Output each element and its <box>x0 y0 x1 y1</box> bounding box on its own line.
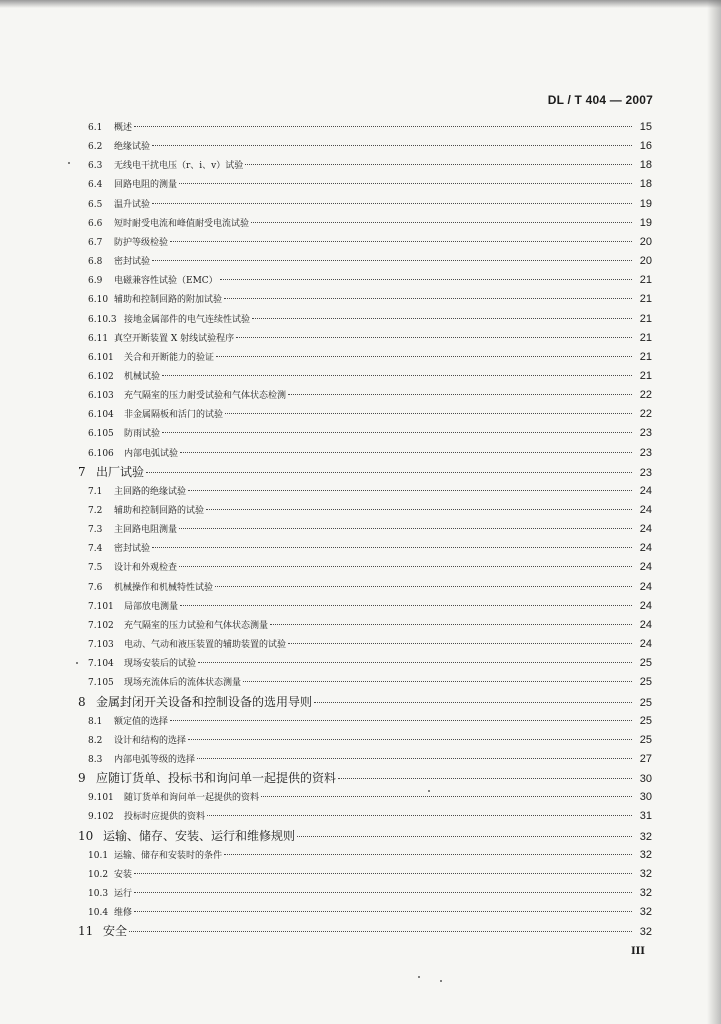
toc-dot-leader <box>224 298 632 299</box>
toc-entry-number: 11 <box>78 924 94 939</box>
page-number-footer: III <box>630 946 645 957</box>
toc-dot-leader <box>225 413 632 414</box>
toc-entry-title: 真空开断装置 X 射线试验程序 <box>114 333 235 344</box>
toc-entry-title: 辅助和控制回路的附加试验 <box>114 295 223 306</box>
toc-entry-title: 运输、储存和安装时的条件 <box>114 850 223 861</box>
toc-entry-number: 6.6 <box>88 218 103 229</box>
toc-entry-page: 24 <box>639 599 652 612</box>
toc-dot-leader <box>270 624 632 625</box>
toc-section-row <box>88 137 652 155</box>
toc-entry-number: 7.101 <box>88 601 114 612</box>
toc-dot-leader <box>134 892 632 893</box>
toc-section-row <box>88 348 652 366</box>
toc-entry-page: 24 <box>639 523 652 536</box>
toc-entry-number: 7.3 <box>88 525 103 536</box>
toc-entry-title: 设计和结构的选择 <box>114 735 187 746</box>
toc-entry-title: 应随订货单、投标书和询问单一起提供的资料 <box>96 771 337 786</box>
toc-section-row <box>88 214 652 232</box>
toc-dot-leader <box>338 778 632 779</box>
toc-section-row <box>88 635 652 653</box>
scan-speck <box>428 790 430 792</box>
toc-entry-title: 随订货单和询问单一起提供的资料 <box>124 793 260 804</box>
toc-dot-leader <box>152 203 632 204</box>
toc-entry-page: 20 <box>639 255 652 268</box>
toc-entry-number: 6.105 <box>88 429 114 440</box>
toc-entry-page: 25 <box>639 676 652 689</box>
toc-dot-leader <box>162 375 632 376</box>
toc-entry-title: 非金属隔板和活门的试验 <box>124 410 224 421</box>
toc-entry-number: 10 <box>78 828 94 843</box>
toc-entry-title: 额定值的选择 <box>114 716 169 727</box>
toc-section-row <box>88 578 652 596</box>
toc-dot-leader <box>134 126 632 127</box>
toc-section-row <box>88 654 652 672</box>
toc-dot-leader <box>206 509 632 510</box>
toc-entry-page: 23 <box>639 427 652 440</box>
toc-entry-page: 21 <box>639 331 652 344</box>
toc-section-row <box>88 501 652 519</box>
toc-dot-leader <box>179 183 632 184</box>
toc-entry-page: 24 <box>639 484 652 497</box>
toc-section-row <box>88 750 652 768</box>
toc-dot-leader <box>180 605 632 606</box>
toc-dot-leader <box>170 720 632 721</box>
toc-entry-title: 局部放电测量 <box>124 601 179 612</box>
toc-entry-title: 概述 <box>114 123 133 133</box>
toc-dot-leader <box>243 681 632 682</box>
toc-dot-leader <box>197 758 632 759</box>
toc-section-row <box>88 405 652 423</box>
toc-entry-title: 电磁兼容性试验（EMC） <box>114 276 218 287</box>
toc-entry-page: 32 <box>639 867 652 880</box>
toc-entry-title: 密封试验 <box>114 544 151 555</box>
toc-section-row <box>88 329 652 347</box>
toc-section-row <box>88 156 652 174</box>
toc-entry-number: 6.1 <box>88 123 103 133</box>
toc-entry-page: 15 <box>639 121 652 133</box>
toc-entry-number: 7.1 <box>88 486 103 497</box>
toc-entry-page: 18 <box>639 178 652 191</box>
toc-entry-number: 6.9 <box>88 276 103 287</box>
toc-entry-page: 24 <box>639 618 652 631</box>
toc-dot-leader <box>216 356 632 357</box>
toc-section-row <box>88 788 652 806</box>
toc-entry-title: 出厂试验 <box>96 464 145 479</box>
toc-section-row <box>88 616 652 634</box>
toc-entry-page: 30 <box>639 791 652 804</box>
toc-entry-number: 6.103 <box>88 391 114 402</box>
toc-entry-page: 18 <box>639 159 652 172</box>
toc-dot-leader <box>215 586 632 587</box>
toc-dot-leader <box>245 164 632 165</box>
toc-dot-leader <box>297 836 632 837</box>
toc-entry-title: 回路电阻的测量 <box>114 180 178 191</box>
toc-entry-page: 23 <box>639 446 652 459</box>
toc-entry-page: 25 <box>639 696 652 709</box>
toc-entry-title: 电动、气动和液压装置的辅助装置的试验 <box>124 640 287 651</box>
toc-chapter-row <box>78 769 652 787</box>
toc-section-row <box>88 673 652 691</box>
toc-section-row <box>88 558 652 576</box>
toc-entry-title: 主回路电阻测量 <box>114 525 178 536</box>
toc-entry-title: 充气隔室的压力试验和气体状态测量 <box>124 620 269 631</box>
toc-entry-number: 7.103 <box>88 640 114 651</box>
toc-chapter-row <box>78 463 652 481</box>
toc-entry-number: 7.5 <box>88 563 103 574</box>
toc-section-row <box>88 444 652 462</box>
toc-entry-title: 防雨试验 <box>124 429 161 440</box>
toc-entry-title: 维修 <box>114 908 133 919</box>
toc-section-row <box>88 310 652 328</box>
toc-entry-page: 21 <box>639 293 652 306</box>
toc-entry-number: 9 <box>78 771 86 786</box>
toc-entry-title: 内部电弧试验 <box>124 448 179 459</box>
toc-chapter-row <box>78 922 652 940</box>
toc-entry-number: 6.8 <box>88 257 103 268</box>
toc-entry-title: 绝缘试验 <box>114 142 151 153</box>
toc-dot-leader <box>152 260 632 261</box>
toc-dot-leader <box>152 547 632 548</box>
toc-entry-page: 24 <box>639 542 652 555</box>
toc-dot-leader <box>188 739 632 740</box>
scan-shadow-top <box>0 0 721 8</box>
toc-dot-leader <box>152 145 632 146</box>
toc-entry-number: 6.104 <box>88 410 114 421</box>
toc-section-row <box>88 807 652 825</box>
toc-section-row <box>88 731 652 749</box>
toc-entry-number: 8 <box>78 694 86 709</box>
toc-entry-number: 10.3 <box>88 889 109 899</box>
toc-dot-leader <box>134 911 632 912</box>
scan-speck <box>418 976 420 978</box>
toc-entry-page: 24 <box>639 580 652 593</box>
toc-section-row <box>88 367 652 385</box>
toc-entry-number: 7.6 <box>88 582 103 593</box>
scan-speck <box>440 980 442 982</box>
toc-entry-number: 6.101 <box>88 352 114 363</box>
toc-dot-leader <box>314 702 632 703</box>
toc-section-row <box>88 271 652 289</box>
toc-section-row <box>88 712 652 730</box>
toc-entry-number: 6.11 <box>88 333 109 344</box>
toc-entry-number: 7.105 <box>88 678 114 689</box>
toc-entry-title: 短时耐受电流和峰值耐受电流试验 <box>114 218 250 229</box>
toc-entry-page: 19 <box>639 216 652 229</box>
toc-chapter-row <box>78 693 652 711</box>
toc-dot-leader <box>146 472 632 473</box>
toc-entry-title: 现场安装后的试验 <box>124 659 197 670</box>
scan-shadow-right <box>707 0 721 1024</box>
toc-entry-number: 6.106 <box>88 448 114 459</box>
toc-dot-leader <box>180 452 632 453</box>
toc-section-row <box>88 597 652 615</box>
toc-entry-title: 投标时应提供的资料 <box>124 812 206 823</box>
toc-dot-leader <box>261 796 632 797</box>
toc-entry-page: 24 <box>639 561 652 574</box>
toc-entry-page: 32 <box>639 830 652 843</box>
toc-dot-leader <box>236 337 632 338</box>
toc-entry-title: 现场充流体后的流体状态测量 <box>124 678 242 689</box>
scan-speck <box>76 662 78 664</box>
toc-entry-page: 25 <box>639 733 652 746</box>
toc-entry-page: 19 <box>639 197 652 210</box>
toc-entry-title: 设计和外观检查 <box>114 563 178 574</box>
toc-entry-page: 24 <box>639 638 652 651</box>
toc-entry-title: 充气隔室的压力耐受试验和气体状态检测 <box>124 391 287 402</box>
toc-section-row <box>88 233 652 251</box>
toc-dot-leader <box>198 662 632 663</box>
toc-section-row <box>88 424 652 442</box>
toc-entry-number: 6.5 <box>88 199 103 210</box>
toc-entry-number: 8.1 <box>88 716 103 727</box>
toc-entry-number: 6.2 <box>88 142 103 153</box>
toc-entry-page: 21 <box>639 312 652 325</box>
toc-section-row <box>88 884 652 902</box>
toc-dot-leader <box>207 815 632 816</box>
toc-dot-leader <box>170 241 632 242</box>
toc-chapter-row <box>78 827 652 845</box>
toc-dot-leader <box>179 528 632 529</box>
toc-entry-number: 6.4 <box>88 180 103 191</box>
toc-dot-leader <box>188 490 632 491</box>
toc-entry-title: 机械操作和机械特性试验 <box>114 582 214 593</box>
toc-section-row <box>88 252 652 270</box>
toc-entry-number: 6.7 <box>88 237 103 248</box>
toc-entry-page: 22 <box>639 389 652 402</box>
toc-entry-number: 7 <box>78 464 86 479</box>
toc-dot-leader <box>129 931 632 932</box>
toc-entry-page: 32 <box>639 848 652 861</box>
toc-entry-number: 7.104 <box>88 659 114 670</box>
toc-entry-title: 机械试验 <box>124 371 161 382</box>
toc-entry-number: 6.10 <box>88 295 109 306</box>
toc-dot-leader <box>162 432 632 433</box>
toc-entry-page: 22 <box>639 408 652 421</box>
toc-entry-number: 8.2 <box>88 735 103 746</box>
toc-entry-title: 关合和开断能力的验证 <box>124 352 215 363</box>
toc-entry-page: 21 <box>639 350 652 363</box>
toc-dot-leader <box>288 643 632 644</box>
toc-entry-number: 7.2 <box>88 506 103 516</box>
toc-section-row <box>88 290 652 308</box>
toc-entry-number: 10.2 <box>88 869 109 880</box>
toc-dot-leader <box>179 566 632 567</box>
toc-entry-title: 辅助和控制回路的试验 <box>114 506 205 516</box>
toc-section-row <box>88 386 652 404</box>
toc-entry-number: 6.3 <box>88 161 103 172</box>
toc-entry-title: 防护等级检验 <box>114 237 169 248</box>
toc-entry-number: 10.1 <box>88 850 109 861</box>
standard-code-header: DL / T 404 — 2007 <box>547 93 653 107</box>
toc-dot-leader <box>288 394 632 395</box>
toc-entry-page: 20 <box>639 235 652 248</box>
toc-section-row <box>88 482 652 500</box>
toc-entry-page: 21 <box>639 274 652 287</box>
toc-section-row <box>88 118 652 136</box>
toc-entry-page: 31 <box>639 810 652 823</box>
toc-entry-number: 9.101 <box>88 793 114 804</box>
toc-entry-page: 32 <box>639 906 652 919</box>
toc-entry-title: 运输、储存、安装、运行和维修规则 <box>103 828 296 843</box>
toc-entry-number: 9.102 <box>88 812 114 823</box>
toc-entry-page: 25 <box>639 714 652 727</box>
toc-entry-number: 6.10.3 <box>88 314 117 325</box>
toc-dot-leader <box>252 318 632 319</box>
toc-entry-page: 21 <box>639 369 652 382</box>
toc-entry-number: 10.4 <box>88 908 109 919</box>
toc-section-row <box>88 195 652 213</box>
toc-entry-title: 密封试验 <box>114 257 151 268</box>
toc-entry-title: 安装 <box>114 869 133 880</box>
toc-section-row <box>88 865 652 883</box>
toc-section-row <box>88 539 652 557</box>
toc-dot-leader <box>134 873 632 874</box>
toc-entry-title: 内部电弧等级的选择 <box>114 754 196 765</box>
toc-entry-page: 32 <box>639 926 652 939</box>
toc-entry-page: 16 <box>639 140 652 153</box>
toc-entry-number: 6.102 <box>88 371 114 382</box>
toc-entry-page: 27 <box>639 752 652 765</box>
toc-entry-number: 8.3 <box>88 754 103 765</box>
toc-entry-page: 32 <box>639 887 652 899</box>
toc-dot-leader <box>251 222 632 223</box>
toc-entry-title: 温升试验 <box>114 199 151 210</box>
toc-entry-page: 25 <box>639 657 652 670</box>
toc-section-row <box>88 175 652 193</box>
toc-section-row <box>88 846 652 864</box>
toc-entry-page: 23 <box>639 466 652 479</box>
toc-section-row <box>88 903 652 921</box>
toc-dot-leader <box>224 854 632 855</box>
toc-entry-title: 安全 <box>103 924 128 939</box>
toc-dot-leader <box>220 279 632 280</box>
toc-entry-title: 运行 <box>114 889 133 899</box>
toc-entry-number: 7.102 <box>88 620 114 631</box>
toc-entry-page: 30 <box>639 773 652 786</box>
scan-speck <box>68 162 70 164</box>
toc-entry-title: 主回路的绝缘试验 <box>114 486 187 497</box>
toc-entry-number: 7.4 <box>88 544 103 555</box>
toc-entry-title: 接地金属部件的电气连续性试验 <box>124 314 251 325</box>
toc-entry-title: 金属封闭开关设备和控制设备的选用导则 <box>96 694 313 709</box>
toc-section-row <box>88 520 652 538</box>
toc-entry-page: 24 <box>639 504 652 516</box>
toc-entry-title: 无线电干扰电压（r、i、v）试验 <box>114 161 244 172</box>
